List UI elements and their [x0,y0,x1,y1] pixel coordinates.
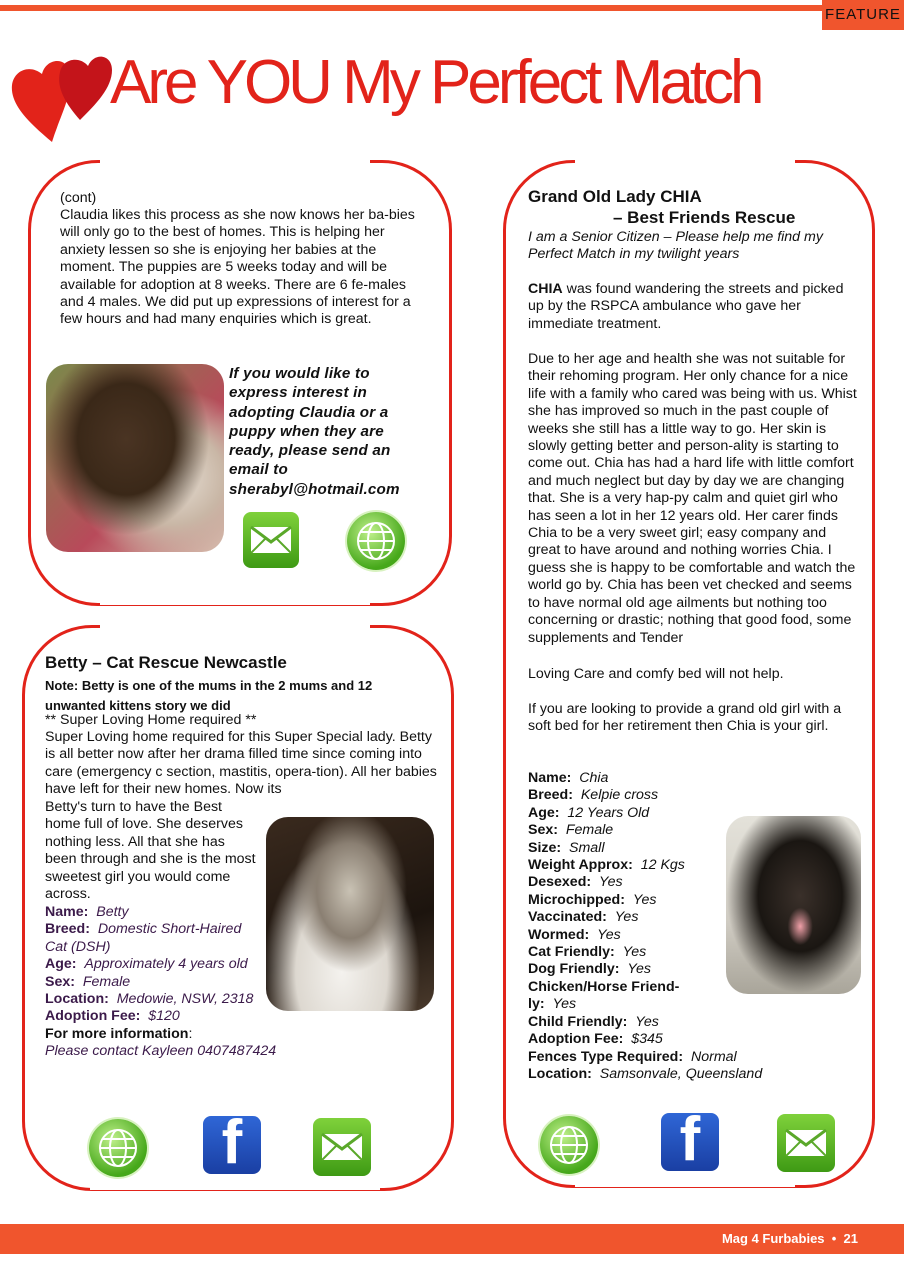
detail-value: Female [82,973,131,990]
feature-tab: FEATURE [822,0,904,30]
globe-icon[interactable] [540,1116,598,1174]
claudia-cta: If you would like to express interest in adopting Claudia or a puppy when they are ready, please send an email to sherabyl@hotmail.com [229,365,400,498]
detail-label: Breed: [45,921,90,938]
claudia-photo [46,364,224,552]
detail-value: Kelpie cross [580,787,659,804]
detail-value: Yes [632,891,657,908]
betty-detail-row [45,1008,260,1025]
detail-label: Name: [45,904,89,920]
chia-p1-text: was found wandering the streets and picked up by the RSPCA ambulance who gave her immediate treatment. [528,281,844,332]
detail-value: Approximately 4 years old [84,956,248,973]
chia-detail-row [528,1014,708,1031]
chia-detail-row [528,822,708,839]
mail-icon[interactable] [777,1114,835,1172]
panel-gap [575,1177,795,1187]
detail-value: Yes [635,1013,659,1030]
detail-value: Domestic Short-Haired Cat (DSH) [45,921,242,955]
detail-label: Breed: [528,787,573,804]
betty-details [45,904,277,1061]
chia-detail-row [528,787,708,804]
detail-label: Age: [528,804,560,821]
detail-value: Yes [614,909,639,926]
detail-value: $345 [631,1031,663,1048]
chia-detail-row [528,805,708,822]
detail-label: Cat Friendly: [528,944,615,961]
betty-detail-row [45,904,260,921]
chia-subtitle: I am a Senior Citizen – Please help me find my Perfect Match in my twilight years [528,229,823,263]
betty-more: For more information: [45,1025,193,1042]
chia-name-bold: CHIA [528,281,563,297]
detail-value: Female [565,822,614,839]
more-value: Please contact Kayleen 0407487424 [45,1043,277,1060]
detail-label: Sex: [45,973,75,990]
detail-label: Desexed: [528,874,592,891]
betty-note: Note: Betty is one of the mums in the 2 mums and 12 unwanted kittens story we did [45,678,373,713]
detail-label: Microchipped: [528,891,625,908]
mail-icon[interactable] [313,1118,371,1176]
facebook-icon[interactable]: f [203,1116,261,1174]
chia-heading-1: Grand Old Lady CHIA [528,187,702,206]
chia-detail-row [528,770,708,787]
detail-value: Yes [552,996,577,1013]
chia-paragraph-2b: Loving Care and comfy bed will not help. [528,666,784,682]
detail-label: Fences Type Required: [528,1048,684,1065]
detail-value: Medowie, NSW, 2318 [116,991,254,1008]
facebook-icon[interactable]: f [661,1113,719,1171]
detail-value: Yes [597,926,621,943]
panel-gap [100,155,370,165]
detail-value: 12 Years Old [567,804,650,821]
betty-detail-row [45,956,260,973]
detail-label: Size: [528,839,562,856]
detail-label: Child Friendly: [528,1013,628,1030]
chia-detail-row [528,857,708,874]
panel-gap [575,155,795,165]
betty-contact [45,1043,277,1060]
detail-label: Vaccinated: [528,909,607,926]
chia-detail-row [528,979,693,1014]
detail-label: Sex: [528,822,558,839]
chia-heading-2: – Best Friends Rescue [613,208,796,227]
betty-body-narrow: Betty's turn to have the Best home full of love. She deserves nothing less. All that she has been through and she is the most sweetest girl you would come across. [45,799,256,903]
chia-details [528,770,763,1083]
detail-value: Yes [627,961,651,978]
detail-value: Yes [622,944,647,961]
chia-detail-row [528,892,708,909]
hearts-icon [8,30,118,145]
detail-value: 12 Kgs [640,857,685,874]
detail-value: Chia [579,770,609,786]
betty-tagline: ** Super Loving Home required ** [45,712,257,728]
panel-gap [90,1180,380,1190]
detail-value: Yes [598,874,623,891]
detail-label: Chicken/Horse Friend-ly: [528,978,680,1013]
chia-paragraph-3: If you are looking to provide a grand old girl with a soft bed for her retirement then Chia is your girl. [528,701,842,735]
chia-paragraph-1 [528,281,858,333]
betty-detail-row [45,991,260,1008]
panel-gap [100,595,370,605]
detail-label: Location: [45,991,109,1008]
chia-detail-row [528,874,708,891]
detail-value: Normal [690,1048,737,1065]
chia-detail-row [528,1065,763,1083]
detail-value: $120 [148,1008,180,1025]
globe-icon[interactable] [347,512,405,570]
chia-paragraph-2: Due to her age and health she was not suitable for their rehoming program. Her only chance for a nice life with a family who cared was being with us. Whist she has improved so much in the past couple of weeks she still has a little way to go. Her skin is slowly getting better and person-ality is starting to come out. Chia has had a hard life with little comfort and much neglect but day by day we are changing that. She is a very hap-py calm and quiet girl who has seen a lot in her 12 years old. Her carer finds Chia to be a very sweet girl; easy company and great to have around and nothing worries Chia. I guess she is happy to be comfortable and watch the world go by. Chia has been vet checked and seems to have normal old age ailments but nothing too concerning or drastic; nothing that good food, some supplements and Tender [528,351,857,646]
detail-label: Adoption Fee: [45,1008,141,1025]
betty-body-wide: Super Loving home required for this Super Special lady. Betty is all better now after her drama filled time since coming into care (emergency c section, mastitis, opera-tion). All her babies have left for their new homes. Now its [45,729,437,798]
detail-label: Adoption Fee: [528,1031,624,1048]
detail-label: Age: [45,956,77,973]
detail-label: Name: [528,770,572,786]
detail-value: Samsonvale, Queensland [599,1065,763,1082]
footer-page-label: Mag 4 Furbabies • 21 [721,1231,858,1246]
betty-detail-row [45,921,260,956]
betty-photo [266,817,434,1011]
betty-heading: Betty – Cat Rescue Newcastle [45,653,287,672]
detail-label: Location: [528,1065,592,1082]
detail-label: Weight Approx: [528,857,633,874]
chia-detail-row [528,1031,708,1048]
chia-detail-row [528,840,708,857]
claudia-cont: (cont) [60,190,97,206]
chia-detail-row [528,944,708,961]
chia-detail-row [528,927,708,944]
claudia-body: Claudia likes this process as she now knows her ba-bies will only go to the best of homes. This is helping her anxiety lessen so she is enjoying her babies at the moment. The puppies are 5 weeks today and will be available for adoption at 8 weeks. There are 6 fe-males and 4 males. We did put up expressions of interest for a few hours and had many enquiries which is great. [60,207,415,328]
more-label: For more information [45,1025,189,1042]
detail-value: Small [569,839,605,856]
betty-detail-row [45,974,260,991]
detail-label: Wormed: [528,926,590,943]
page-title: Are YOU My Perfect Match [110,48,761,117]
chia-detail-row [528,909,708,926]
chia-detail-row [528,1048,737,1066]
detail-value: Betty [96,904,129,920]
panel-gap [100,620,370,630]
chia-photo [726,816,861,994]
header-rule [0,5,822,11]
globe-icon[interactable] [89,1119,147,1177]
chia-detail-row [528,961,708,978]
detail-label: Dog Friendly: [528,961,620,978]
mail-icon[interactable] [243,512,299,568]
